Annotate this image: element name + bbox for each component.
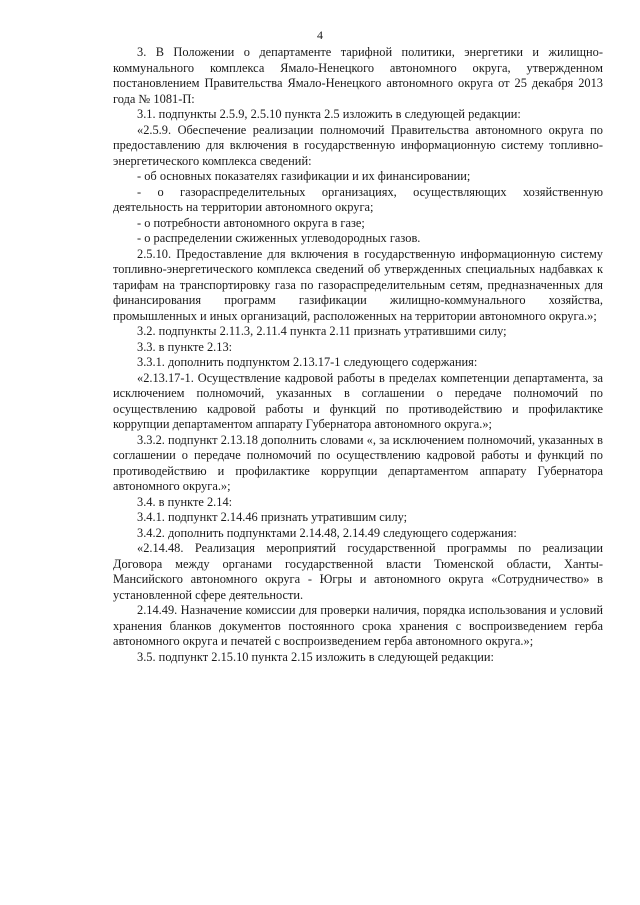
paragraph-2-5-10: 2.5.10. Предоставление для включения в государственную информационную систему топливно-энергетического комплекса сведений об утвержденных специальных надбавках к тарифам на транспортировку газа по газораспределительным сетям, предназначенных для финансирования программ газификации жилищно-коммунального хозяйства, промышленных и иных организаций, расположенных на территории автономного округа.»; bbox=[113, 246, 603, 323]
list-item-gas-demand: - о потребности автономного округа в газе; bbox=[137, 215, 365, 230]
paragraph-2-5-9: «2.5.9. Обеспечение реализации полномочий Правительства автономного округа по предоставлению для включения в государственную информационную систему топливно-энергетического комплекса сведений: bbox=[113, 122, 603, 168]
paragraph-3-1: 3.1. подпункты 2.5.9, 2.5.10 пункта 2.5 изложить в следующей редакции: bbox=[137, 107, 521, 121]
paragraph-3-3-2: 3.3.2. подпункт 2.13.18 дополнить словами «, за исключением полномочий, указанных в соглашении о передаче полномочий по осуществлению кадровой работы и функций по противодействию и профилактике коррупции департаментом аппарату Губернатора автономного округа.»; bbox=[113, 432, 603, 493]
list-item-gasification: - об основных показателях газификации и их финансировании; bbox=[137, 169, 471, 183]
paragraph-3-3-1: 3.3.1. дополнить подпунктом 2.13.17-1 следующего содержания: bbox=[137, 355, 478, 369]
paragraph-3-2: 3.2. подпункты 2.11.3, 2.11.4 пункта 2.11 признать утратившими силу; bbox=[137, 324, 507, 338]
paragraph-2-14-48: «2.14.48. Реализация мероприятий государственной программы по реализации Договора между органами государственной власти Тюменской области, Ханты-Мансийского автономного округа - Югры и автономного округа «Сотрудничество» в установленной сфере деятельности. bbox=[113, 541, 603, 602]
paragraph-3-3: 3.3. в пункте 2.13: bbox=[137, 339, 233, 354]
paragraph-3-4-2: 3.4.2. дополнить подпунктами 2.14.48, 2.14.49 следующего содержания: bbox=[137, 525, 517, 540]
paragraph-2-14-49: 2.14.49. Назначение комиссии для проверки наличия, порядка использования и условий хранения бланков документов постоянного срока хранения с воспроизведением герба автономного округа и печатей с воспроизведением герба автономного округа.»; bbox=[113, 603, 603, 648]
document-body bbox=[113, 45, 603, 665]
list-item-liquefied-gas: - о распределении сжиженных углеводородных газов. bbox=[137, 231, 421, 245]
page-number: 4 bbox=[317, 28, 323, 42]
paragraph-2-13-17-1: «2.13.17-1. Осуществление кадровой работы в пределах компетенции департамента, за исключением полномочий, указанных в соглашении о передаче полномочий по осуществлению кадровой работы и функций по противодействию и профилактике коррупции департаментом аппарату Губернатора автономного округа.»; bbox=[113, 370, 603, 431]
paragraph-3-5: 3.5. подпункт 2.15.10 пункта 2.15 изложить в следующей редакции: bbox=[137, 649, 494, 664]
list-item-gas-organizations: - о газораспределительных организациях, осуществляющих хозяйственную деятельность на территории автономного округа; bbox=[113, 184, 603, 214]
paragraph-3-4: 3.4. в пункте 2.14: bbox=[137, 494, 233, 509]
paragraph-3: 3. В Положении о департаменте тарифной политики, энергетики и жилищно-коммунального комплекса Ямало-Ненецкого автономного округа, утвержденном постановлением Правительства Ямало-Ненецкого автономного округа от 25 декабря 2013 года № 1081-П: bbox=[113, 45, 603, 106]
paragraph-3-4-1: 3.4.1. подпункт 2.14.46 признать утратившим силу; bbox=[137, 510, 408, 524]
